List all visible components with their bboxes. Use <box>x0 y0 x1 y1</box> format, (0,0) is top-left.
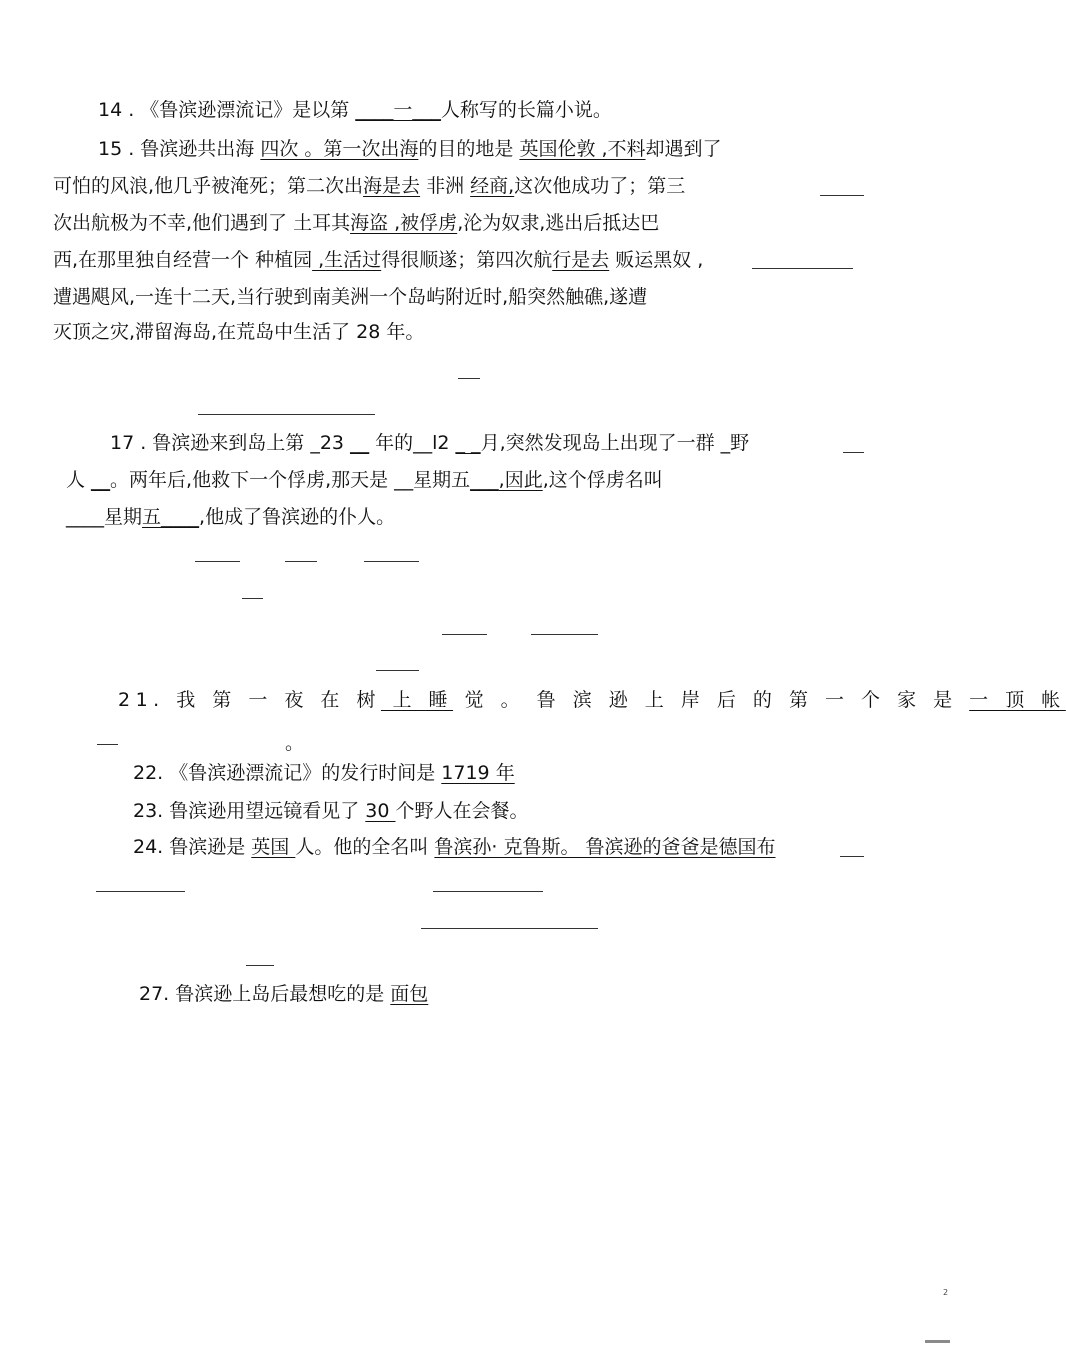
q22-answer-year: 1719 年 <box>441 762 515 784</box>
q17-blank-3: __ <box>91 469 111 491</box>
q15-line-1 <box>98 137 722 161</box>
q23-line <box>133 799 529 823</box>
q21-text: 21. 我 第 一 夜 在 树 <box>118 689 381 711</box>
q15-l4-underlined-2: 行是去 <box>552 249 610 271</box>
q15-line-5: 遭遇飓风,一连十二天,当行驶到南美洲一个岛屿附近时,船突然触礁,遂遭 <box>53 286 648 308</box>
q14-answer: 一 <box>393 99 413 121</box>
q17-l1-text: 17 . 鲁滨逊来到岛上第 _23 <box>110 432 351 454</box>
q14-gap: ____ <box>355 99 394 121</box>
q15-answer-trade: 经商, <box>470 175 515 197</box>
q17-line-1 <box>110 431 749 455</box>
q15-l4-text: 得很顺遂；第四次航 <box>381 249 553 271</box>
q15-l2-underlined: 海是去 <box>363 175 421 197</box>
q15-answer-africa: 非洲 <box>420 175 471 197</box>
q17-answer-friday: 五____ <box>142 506 200 528</box>
q17-l2-text-2: 。两年后,他救下一个俘虏,那天是 __星期五 <box>110 469 471 491</box>
blank-rule <box>376 670 419 671</box>
q15-answer-london: 英国伦敦 ,不料 <box>519 138 646 160</box>
q17-l1-text-3: 月,突然发现岛上出现了一群 _野 <box>480 432 750 454</box>
q15-l1-text-3: 却遇到了 <box>645 138 722 160</box>
q14-line <box>98 98 612 122</box>
q23-text: 23. 鲁滨逊用望远镜看见了 <box>133 800 366 822</box>
q17-blank-4: ___ <box>470 469 499 491</box>
q17-l3-text: ____星期 <box>66 506 143 528</box>
q15-l3-text: 次出航极为不幸,他们遇到了 土耳其 <box>53 212 351 234</box>
q17-blank-2: _ _ <box>455 432 481 454</box>
q21-text-2: 觉 。 鲁 滨 逊 上 岸 后 的 第 一 个 家 是 <box>453 689 970 711</box>
q17-l2-text-3: ,这个俘虏名叫 <box>542 469 663 491</box>
blank-rule <box>198 414 375 415</box>
q15-line-2 <box>53 174 685 198</box>
blank-rule <box>97 744 118 745</box>
q14-prefix: 14 . 《鲁滨逊漂流记》是以第 <box>98 99 356 121</box>
blank-rule <box>421 928 598 929</box>
page-number: 2 <box>943 1288 949 1297</box>
blank-rule <box>246 965 274 966</box>
blank-rule <box>285 561 317 562</box>
blank-rule <box>96 891 185 892</box>
q24-answer-fullname: 鲁滨孙· 克鲁斯。 <box>434 836 586 858</box>
blank-rule <box>840 856 864 857</box>
blank-rule <box>442 634 487 635</box>
q23-answer-count: 30 <box>365 800 396 822</box>
q21-answer-tent: 一 顶 帐 <box>969 689 1066 711</box>
q15-line-6: 灭顶之灾,滞留海岛,在荒岛中生活了 28 年。 <box>53 321 425 343</box>
q15-l3-text-2: ,沦为奴隶,逃出后抵达巴 <box>457 212 660 234</box>
q14-suffix: 人称写的长篇小说。 <box>440 99 612 121</box>
blank-rule <box>195 561 240 562</box>
q27-answer-bread: 面包 <box>390 983 429 1005</box>
blank-rule <box>531 634 598 635</box>
blank-rule <box>820 195 864 196</box>
q21-underlined: 上 睡 <box>380 689 454 711</box>
q17-line-2 <box>66 468 663 492</box>
q15-l2-text-2: 这次他成功了；第三 <box>514 175 686 197</box>
q15-answer-voyages: 四次 。第一次出海 <box>260 138 419 160</box>
q14-tail-blank: ___ <box>412 99 441 121</box>
q15-answer-slaves: 贩运黑奴 , <box>609 249 704 271</box>
q17-l2-underlined: ,因此 <box>498 469 543 491</box>
q15-l1-text: 15 . 鲁滨逊共出海 <box>98 138 261 160</box>
q21-line <box>118 688 1066 712</box>
blank-rule <box>843 452 864 453</box>
q17-l2-text: 人 <box>66 469 92 491</box>
q15-l4-underlined: ,生活过 <box>312 249 382 271</box>
q22-text: 22. 《鲁滨逊漂流记》的发行时间是 <box>133 762 442 784</box>
q15-l1-text-2: 的目的地是 <box>418 138 520 160</box>
q15-line-4 <box>53 248 703 272</box>
q24-text-2: 人。他的全名叫 <box>295 836 435 858</box>
q15-answer-pirates: 海盗 ,被俘虏 <box>350 212 458 234</box>
q17-line-3 <box>66 505 395 529</box>
q22-line <box>133 761 515 785</box>
q17-l1-text-2: 年的__l2 <box>369 432 456 454</box>
q24-line <box>133 835 776 859</box>
footer-bar <box>925 1340 950 1343</box>
q15-l2-text: 可怕的风浪,他几乎被淹死；第二次出 <box>53 175 364 197</box>
q21-end-mark: 。 <box>285 732 305 754</box>
blank-rule <box>242 598 263 599</box>
q15-answer-plantation: 西,在那里独自经营一个 种植园 <box>53 249 313 271</box>
q15-line-3 <box>53 211 659 235</box>
blank-rule <box>752 268 853 269</box>
q24-text-3: 鲁滨逊的爸爸是德国布 <box>585 836 776 858</box>
blank-rule <box>364 561 419 562</box>
q27-line <box>139 982 428 1006</box>
q23-text-2: 个野人在会餐。 <box>395 800 529 822</box>
blank-rule <box>433 891 543 892</box>
q27-text: 27. 鲁滨逊上岛后最想吃的是 <box>139 983 391 1005</box>
q17-blank: __ <box>350 432 370 454</box>
q24-text: 24. 鲁滨逊是 <box>133 836 252 858</box>
q24-answer-nationality: 英国 <box>251 836 296 858</box>
q17-l3-text-2: ,他成了鲁滨逊的仆人。 <box>199 506 396 528</box>
blank-rule <box>458 378 480 379</box>
